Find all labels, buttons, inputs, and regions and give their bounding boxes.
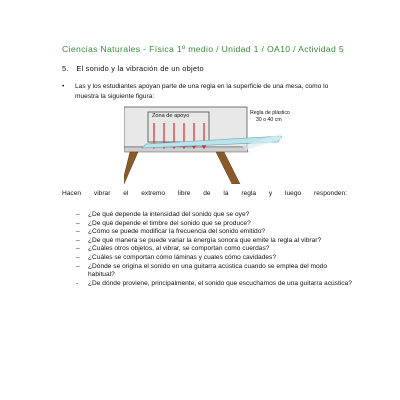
list-item (62, 254, 352, 263)
section-title-text: El sonido y la vibración de un objeto (76, 64, 204, 73)
question-text: ¿De qué depende el timbre del sonido que se produce? (88, 219, 251, 227)
dash-marker: - (76, 279, 79, 287)
ruler-on-table-figure (124, 106, 290, 184)
ruler-label-2: 30 o 40 cm (256, 117, 282, 123)
intro-text: Las y los estudiantes apoyan parte de una regla en la superficie de una mesa, como lo muestra la siguiente figura: (75, 83, 329, 100)
ruler-label-1: Regla de plástico (250, 110, 290, 116)
table-leg-left (124, 152, 138, 184)
instruction-word: Hacen (62, 190, 82, 197)
list-item (62, 263, 352, 280)
table-leg-right (216, 152, 240, 184)
question-text: ¿Cómo se puede modificar la frecuencia del sonido emitido? (88, 228, 266, 236)
question-text: ¿De dónde proviene, principalmente, el sonido que escuchamos de una guitarra acústica? (88, 279, 352, 287)
instruction-word: luego (285, 190, 302, 197)
section-title (62, 64, 204, 73)
dash-marker: – (76, 219, 80, 227)
instruction-word: regla (241, 190, 257, 197)
instruction-word: y (268, 190, 273, 197)
instruction-word: de (203, 190, 211, 197)
bullet-icon: • (62, 83, 65, 90)
question-text: ¿Dónde se origina el sonido en una guitarra acústica cuando se emplea del modo habitual? (88, 262, 327, 279)
question-text: ¿De qué manera se puede variar la energía sonora que emite la regla al vibrar? (88, 236, 322, 244)
list-item (62, 245, 352, 254)
instruction-word: libre (177, 190, 191, 197)
intro-bullet (62, 82, 352, 102)
dash-marker: – (76, 245, 80, 253)
instruction-word: responden: (314, 190, 348, 197)
dash-marker: – (76, 211, 80, 218)
list-item (62, 280, 352, 289)
instruction-word: la (223, 190, 229, 197)
dash-marker: – (76, 228, 80, 236)
list-item (62, 237, 352, 246)
support-zone-label: Zona de apoyo (152, 113, 190, 119)
list-item (62, 211, 352, 220)
instruction-word: vibrar (93, 190, 111, 197)
question-text: ¿Cuáles se comportan cómo láminas y cuales cómo cavidades? (88, 253, 277, 261)
list-item (62, 220, 352, 229)
question-text: ¿Cuáles otros objetos, al vibrar, se comportan como cuerdas? (88, 245, 270, 253)
dash-marker: – (76, 236, 80, 244)
page-header: Ciencias Naturales - Física 1º medio / Unidad 1 / OA10 / Actividad 5 (62, 44, 345, 54)
dash-marker: – (76, 253, 80, 261)
section-number: 5. (62, 64, 69, 73)
instruction-line (62, 190, 347, 197)
question-list (62, 211, 352, 288)
dash-marker: – (76, 262, 80, 270)
list-item (62, 228, 352, 237)
question-text: ¿De qué depende la intensidad del sonido que se oye? (88, 211, 250, 218)
instruction-word: el (123, 190, 129, 197)
instruction-word: extremo (141, 190, 166, 197)
